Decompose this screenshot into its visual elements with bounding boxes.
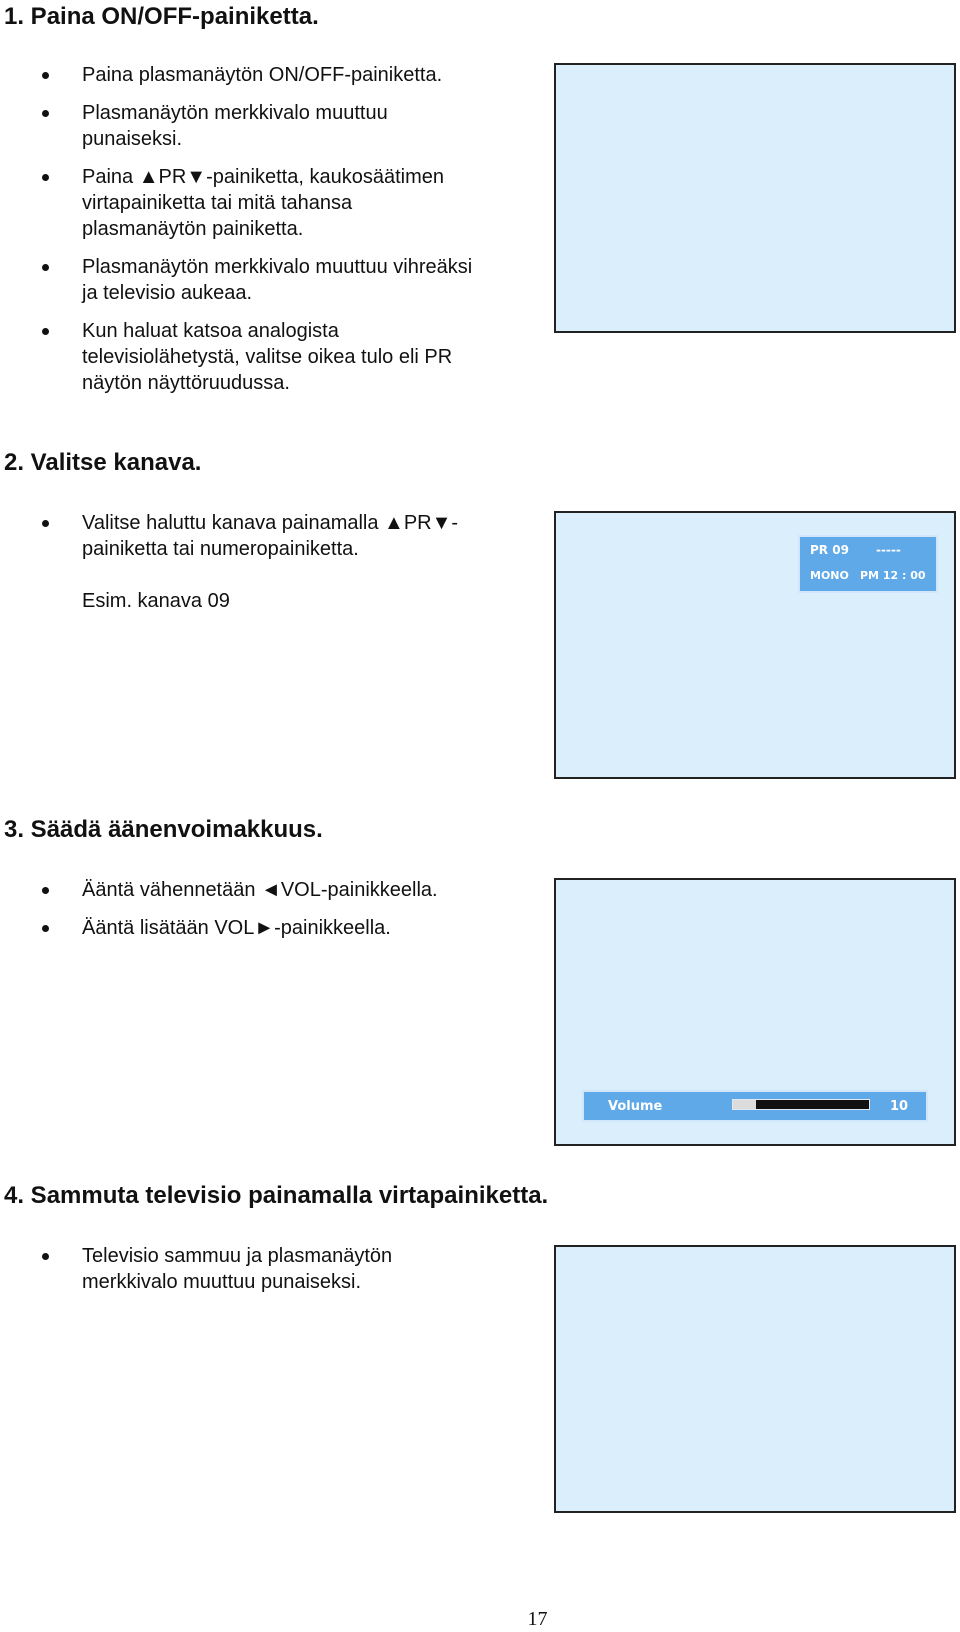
- tv-screen-channel: [554, 511, 956, 779]
- list-item: [0, 100, 540, 152]
- list-item: [0, 877, 540, 903]
- volume-osd: [582, 1090, 928, 1122]
- list-item: [0, 318, 540, 396]
- section-2-heading: 2. Valitse kanava.: [4, 449, 202, 476]
- list-item: [0, 254, 540, 306]
- bullet-icon: [42, 520, 49, 527]
- list-item: [0, 164, 540, 242]
- section-4-list: [0, 1243, 540, 1307]
- section-3-heading: 3. Säädä äänenvoimakkuus.: [4, 816, 323, 843]
- list-item: [0, 510, 540, 562]
- tv-screen-volume: [554, 878, 956, 1146]
- list-item-text: Ääntä lisätään VOL►-painikkeella.: [82, 917, 391, 939]
- list-item: [0, 1243, 540, 1295]
- section-2-list: [0, 510, 540, 574]
- bullet-icon: [42, 72, 49, 79]
- bullet-icon: [42, 887, 49, 894]
- bullet-icon: [42, 925, 49, 932]
- section-1-list: [0, 62, 540, 408]
- channel-example-note: Esim. kanava 09: [82, 590, 230, 612]
- volume-bar-fill: [733, 1100, 756, 1109]
- list-item: [0, 915, 540, 941]
- list-item-text: Valitse haluttu kanava painamalla ▲PR▼- painiketta tai numeropainiketta.: [82, 512, 459, 560]
- list-item-text: Plasmanäytön merkkivalo muuttuu punaiseksi.: [82, 102, 388, 150]
- list-item: [0, 62, 540, 88]
- tv-screen-power-on: [554, 63, 956, 333]
- channel-time: PM 12 : 00: [860, 569, 926, 582]
- channel-program: PR 09: [810, 543, 849, 557]
- list-item-text: Plasmanäytön merkkivalo muuttuu vihreäksi ja televisio aukeaa.: [82, 256, 473, 304]
- list-item-text: Paina plasmanäytön ON/OFF-painiketta.: [82, 64, 443, 86]
- list-item-text: Paina ▲PR▼-painiketta, kaukosäätimen virtapainiketta tai mitä tahansa plasmanäytön painiketta.: [82, 166, 444, 240]
- list-item-text: Televisio sammuu ja plasmanäytön merkkivalo muuttuu punaiseksi.: [82, 1245, 393, 1293]
- bullet-icon: [42, 328, 49, 335]
- tv-screen-power-off: [554, 1245, 956, 1513]
- bullet-icon: [42, 264, 49, 271]
- volume-bar: [732, 1099, 870, 1110]
- channel-osd: [798, 535, 938, 593]
- bullet-icon: [42, 174, 49, 181]
- bullet-icon: [42, 1253, 49, 1260]
- volume-value: 10: [890, 1099, 909, 1114]
- bullet-icon: [42, 110, 49, 117]
- list-item-text: Kun haluat katsoa analogista televisiolähetystä, valitse oikea tulo eli PR näytön näyttöruudussa.: [82, 320, 453, 394]
- page-number: 17: [527, 1608, 548, 1630]
- section-1-heading: 1. Paina ON/OFF-painiketta.: [4, 3, 319, 30]
- section-4-heading: 4. Sammuta televisio painamalla virtapainiketta.: [4, 1182, 549, 1209]
- channel-audio-mode: MONO: [810, 569, 849, 582]
- channel-name: -----: [876, 543, 901, 557]
- volume-label: Volume: [608, 1099, 663, 1114]
- section-3-list: [0, 877, 540, 953]
- list-item-text: Ääntä vähennetään ◄VOL-painikkeella.: [82, 879, 438, 901]
